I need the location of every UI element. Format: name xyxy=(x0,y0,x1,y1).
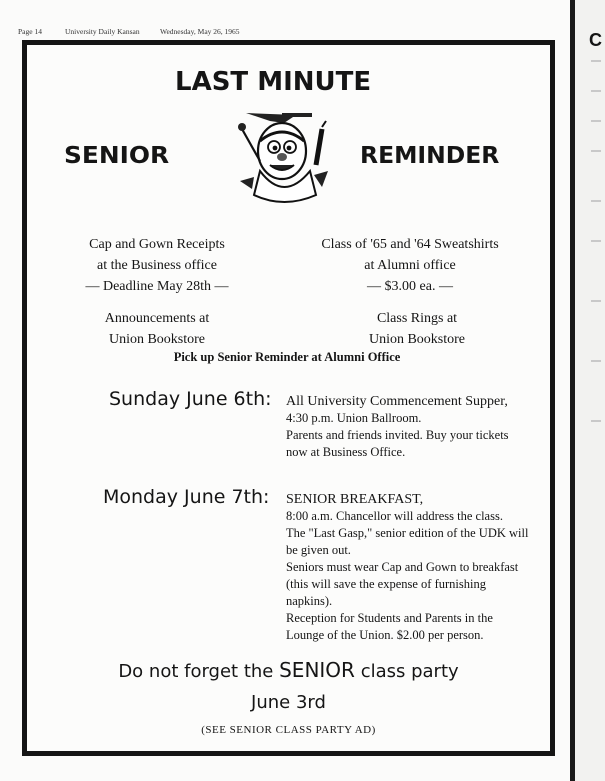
class-rings-block xyxy=(317,308,517,350)
graduate-mascot-illustration xyxy=(230,109,338,203)
event-day-sunday: Sunday June 6th: xyxy=(109,388,272,410)
party-ad-reference: (SEE SENIOR CLASS PARTY AD) xyxy=(201,724,376,736)
party-text-senior: SENIOR xyxy=(279,658,355,682)
event-line: be given out. xyxy=(286,543,351,557)
receipts-line: Cap and Gown Receipts xyxy=(89,237,225,252)
event-line: The "Last Gasp," senior edition of the UDK will xyxy=(286,526,529,540)
adjacent-page-strip xyxy=(570,0,605,781)
pickup-note: Pick up Senior Reminder at Alumni Office xyxy=(173,350,401,364)
party-text-post: class party xyxy=(360,661,459,682)
class-rings-line: Union Bookstore xyxy=(368,332,466,347)
announcements-line: Union Bookstore xyxy=(108,332,206,347)
event-day-monday: Monday June 7th: xyxy=(103,486,270,508)
event-line: now at Business Office. xyxy=(286,445,406,459)
event-details-monday xyxy=(286,491,528,644)
ad-left-word: SENIOR xyxy=(64,143,170,169)
event-line: Seniors must wear Cap and Gown to breakfast xyxy=(286,560,519,574)
adjacent-page-letter: C xyxy=(589,30,602,50)
receipts-line: at the Business office xyxy=(97,258,217,273)
newspaper-name: University Daily Kansan xyxy=(65,27,140,36)
event-line: Parents and friends invited. Buy your tickets xyxy=(286,428,509,442)
event-line: 8:00 a.m. Chancellor will address the class. xyxy=(286,509,503,523)
party-text-pre: Do not forget the xyxy=(118,661,274,682)
ad-top-title: LAST MINUTE xyxy=(175,67,372,97)
sweatshirts-line: — $3.00 ea. — xyxy=(367,279,453,294)
issue-date: Wednesday, May 26, 1965 xyxy=(160,27,240,36)
announcements-line: Announcements at xyxy=(104,311,210,326)
advertisement xyxy=(22,40,555,756)
party-reminder xyxy=(27,658,550,682)
event-line: napkins). xyxy=(286,594,333,608)
sweatshirts-block xyxy=(310,234,510,297)
page-number: Page 14 xyxy=(18,27,42,36)
event-line: Lounge of the Union. $2.00 per person. xyxy=(286,628,484,642)
receipts-block xyxy=(57,234,257,297)
event-line: SENIOR BREAKFAST, xyxy=(286,492,424,507)
announcements-block xyxy=(57,308,257,350)
ad-right-word: REMINDER xyxy=(360,143,500,169)
event-line: 4:30 p.m. Union Ballroom. xyxy=(286,411,422,425)
event-details-sunday xyxy=(286,393,509,461)
event-line: Reception for Students and Parents in the xyxy=(286,611,493,625)
event-line: (this will save the expense of furnishing xyxy=(286,577,486,591)
event-line: All University Commencement Supper, xyxy=(286,394,508,409)
sweatshirts-line: at Alumni office xyxy=(364,258,456,273)
sweatshirts-line: Class of '65 and '64 Sweatshirts xyxy=(321,237,499,252)
receipts-line: — Deadline May 28th — xyxy=(85,279,229,294)
party-date: June 3rd xyxy=(251,692,326,713)
class-rings-line: Class Rings at xyxy=(376,311,458,326)
